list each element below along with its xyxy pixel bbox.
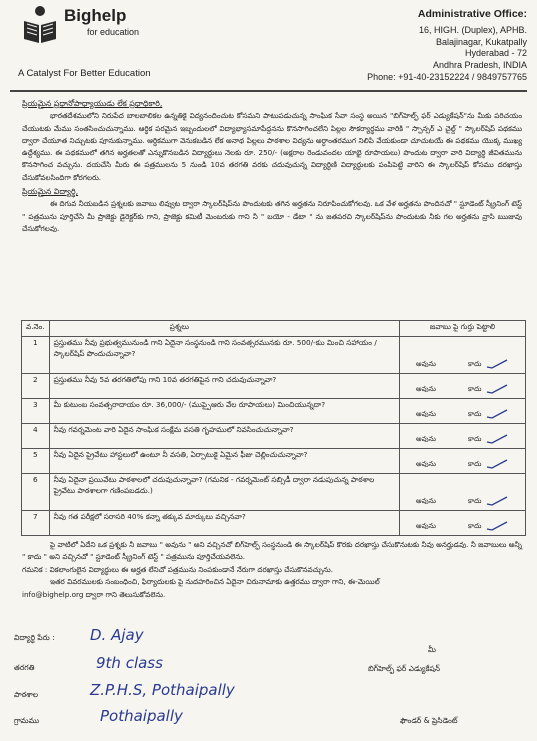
question-number: 1 <box>22 337 50 374</box>
closing-mee: మీ <box>428 645 436 654</box>
office-title: Administrative Office: <box>417 8 527 20</box>
student-name-label: విద్యార్థి పేరు : <box>14 633 55 642</box>
question-text: ప్రస్తుతము నీవు ప్రభుత్వమునుండి గాని ఏదైనా సంస్థనుండి గాని సంవత్సరమునకు రూ. 500/-కుు మించి సహాయం / స్కాలర్‌షిప్ పొందుచున్నావా? <box>49 337 399 374</box>
office-line: Hyderabad - 72 <box>464 48 527 59</box>
table-row <box>22 424 526 449</box>
question-text: నీవు గవర్నమెంట వారి ఏదైన సాంఘిక సంక్షేమ వసతి గృహములో నివసించుచున్నావా? <box>49 424 399 449</box>
instructions-paragraph: ఈ దిగువ నీయబడిన ప్రశ్నలకు జవాబు లివ్వుట ద్వారా స్కాలర్‌షిప్‌ను పొందుటకు తగిన అర్హతను నిరూపించుకోగలవు. ఒక వేళ అర్హతను పొందినచో " స్టూడెంట్ స్క్రీనింగ్ టెస్ట్ " పత్రమును పూర్తిచేసి మీ ప్రాజెక్టు డైరెక్టర్‌కు గాని, ప్రాజెక్టు కమిటీ మెంబరుకు గాని నీ " బయో - డేటా " ను జతపరచి స్కాలర్‌షిప్‌ను పొందుటకు నీకు గల అర్హతను వ్రాసి ఋజువు చేసుకోగలవు. <box>22 199 522 233</box>
office-phone: Phone: +91-40-23152224 / 9849757765 <box>367 71 527 82</box>
answer-no[interactable]: కాదు <box>468 435 482 443</box>
answer-yes[interactable]: అవును <box>416 497 436 505</box>
column-header-questions: ప్రశ్నలు <box>49 321 399 337</box>
after-table-text <box>22 539 522 601</box>
contact-paragraph: ఇతర వివరములకు సంబంధించి, ఫిర్యాదులకు పై నుదహరించిన ఏదైనా చిరునామాకు ఉత్తరము ద్వారా గాని, ఈ-మెయిల్ <box>50 577 380 587</box>
ineligibility-paragraph: పై వాటిలో ఏదేని ఒక ప్రశ్నకు నీ జవాబు " అవును " అని వచ్చినచో బిగ్‌హెల్ఫ్ సంస్థనుండి ఈ స్కాలర్‌షిప్ కొరకు దరఖాస్తు చేసుకొనుటకు నీవు అనర్హుడవు. నీ జవాబులు అన్నీ " కాదు " అని వచ్చినచో " స్టూడెంట్ స్క్రీనింగ్ టెస్ట్ " పత్రమును పూర్తిచేయవలెను. <box>22 540 522 562</box>
eligibility-table <box>21 320 526 536</box>
question-number: 5 <box>22 449 50 474</box>
answer-yes[interactable]: అవును <box>416 385 436 393</box>
school-label: పాఠశాల <box>14 690 39 699</box>
answer-no[interactable]: కాదు <box>468 460 482 468</box>
book-person-logo-icon <box>22 5 58 45</box>
table-row <box>22 511 526 536</box>
header-divider <box>10 90 527 92</box>
table-row <box>22 399 526 424</box>
answer-no[interactable]: కాదు <box>468 497 482 505</box>
checkmark-icon <box>486 521 508 531</box>
brand-subtitle: for education <box>87 27 140 37</box>
answer-no[interactable]: కాదు <box>468 360 482 368</box>
answer-no[interactable]: కాదు <box>468 385 482 393</box>
letter-body <box>22 98 522 235</box>
office-line: Balajinagar, Kukatpally <box>435 36 527 47</box>
village-label: గ్రామము <box>14 716 40 725</box>
checkmark-icon <box>486 359 508 369</box>
checkmark-icon <box>486 459 508 469</box>
brand-name: Bighelp <box>64 6 127 25</box>
table-row <box>22 374 526 399</box>
answer-no[interactable]: కాదు <box>468 522 482 530</box>
signature-organization: బిగ్‌హెల్ఫ్ ఫర్ ఎడ్యుకేషన్ <box>368 664 441 673</box>
answer-cell <box>400 374 526 399</box>
office-line: 16, HIGH. (Duplex), APHB. <box>418 24 527 35</box>
question-text: ప్రస్తుతము నీవు 5వ తరగతిలోపు గాని 10వ తరగతిపైన గాని చదువుచున్నావా? <box>49 374 399 399</box>
question-number: 3 <box>22 399 50 424</box>
checkmark-icon <box>486 384 508 394</box>
answer-yes[interactable]: అవును <box>416 360 436 368</box>
answer-cell <box>400 449 526 474</box>
question-number: 2 <box>22 374 50 399</box>
checkmark-icon <box>486 496 508 506</box>
signature-title: ఫౌండర్ & ప్రెసిడెంట్ <box>400 716 458 725</box>
school-value[interactable]: Z.P.H.S, Pothaipally <box>90 681 235 699</box>
answer-yes[interactable]: అవును <box>416 410 436 418</box>
answer-cell <box>400 399 526 424</box>
question-text: మీ కుటుంబ సంవత్సరాదాయం రూ. 36,000/- (ముప్పైఆరు వేల రూపాయలు) మించియున్నదా? <box>49 399 399 424</box>
question-text: నీవు గత పరీక్షలో సరాసరి 40% కన్నా తక్కువ మార్కులు వచ్చినవా? <box>49 511 399 536</box>
answer-cell <box>400 474 526 511</box>
table-row <box>22 474 526 511</box>
village-value[interactable]: Pothaipally <box>100 707 183 725</box>
question-number: 4 <box>22 424 50 449</box>
answer-yes[interactable]: అవును <box>416 435 436 443</box>
question-text: నీవు ఏదైన ప్రైవేటు హాస్టలులో ఉంటూ నీ వసతి, ఏర్పాటుకై ఏమైన ఫీజు చెల్లించుచున్నావా? <box>49 449 399 474</box>
office-line: Andhra Pradesh, INDIA <box>432 60 527 71</box>
checkmark-icon <box>486 409 508 419</box>
answer-yes[interactable]: అవును <box>416 522 436 530</box>
answer-yes[interactable]: అవును <box>416 460 436 468</box>
class-label: తరగతి <box>14 663 35 672</box>
answer-cell <box>400 424 526 449</box>
question-number: 6 <box>22 474 50 511</box>
question-number: 7 <box>22 511 50 536</box>
class-value[interactable]: 9th class <box>96 654 163 672</box>
question-text: నీవు ఏదైనా ప్రయివేటు పాఠశాలలో చదువుచున్నావా? (గమనిక - గవర్నమెంట్ సబ్సిడీ ద్వారా నడుపుచున్న పాఠశాల ప్రైవేటు పాఠశాలగా గణింపబడదు.) <box>49 474 399 511</box>
salutation-student: ప్రియమైన విద్యార్థి, <box>22 187 79 197</box>
contact-email-line: info@bighelp.org ద్వారా గాని తెలుసుకోవలెను. <box>22 589 166 599</box>
checkmark-icon <box>486 434 508 444</box>
table-header-row <box>22 321 526 337</box>
intro-paragraph: భారతదేశములోని నిరుపేద బాలబాలికల ఉన్నతికై విద్యనందించుట కోసమని పాటుపడుచున్న సాంఘిక సేవా సంస్థ అయిన "బిగ్‌హెల్ఫ్ ఫర్ ఎడ్యుకేషన్"ను మీకు పరిచయం చేయుటకు మేము సంతసించుచున్నాము. ఆర్థిక పరమైన ఇబ్బందులలో విద్యాభ్యాసమాపేద్దనను కొనసాగించలేని పిల్లల సౌకర్యార్థము వారికి " స్పాన్సర్ ఎ చైల్డ్ " స్కాలర్‌షిప్ పథకము ద్వారా చేయూత నిచ్చుటకు పూనుకున్నాము. ఆర్థికముగా వెనుకబడిన లేక అనాథ పిల్లలు పాఠశాల విద్యను అర్ధాంతరముగ నిలిపి వేయకుండా చూచుటయే ఈ పథకము యొక్క ముఖ్య ఉద్దేశ్యము. ఈ పథకములో తగిన అర్హతలతో ఎన్నుకొనబడిన విద్యార్థులు నెలకు రూ. 250/- (అక్షరాల రెండువందల యాభై రూపాయలు) పొందుట ద్వారా వారి విద్యార్థి జీవితమును కొనసాగించ వచ్చును. దయచేసి మీరు ఈ పత్రములను 5 నుండి 10వ తరగతి వరకు చదువుచున్న విద్యార్థిణి విద్యార్థులకు పంపిపెట్టి వారిని ఈ స్కాలర్‌షిప్ కోసము దరఖాస్తు చేసుకోవలసిందిగా కోరగలరు. <box>22 111 522 182</box>
answer-no[interactable]: కాదు <box>468 410 482 418</box>
column-header-number: వ.నెం. <box>22 321 50 337</box>
student-name-value[interactable]: D. Ajay <box>90 626 144 644</box>
salutation-headmaster: ప్రియమైన ప్రధానోపాధ్యాయుడు లేక ప్రధాధికారి, <box>22 99 163 108</box>
tagline: A Catalyst For Better Education <box>18 68 151 79</box>
answer-cell <box>400 337 526 374</box>
office-address <box>367 9 527 84</box>
table-row <box>22 449 526 474</box>
answer-cell <box>400 511 526 536</box>
note-paragraph: గమనిక : వికలాంగులైన విద్యార్థులు ఈ అర్హత లేనిచో పత్రమును నింపకుండానే నేరుగా దరఖాస్తు చేసుకొనవచ్చును. <box>22 564 333 574</box>
table-row <box>22 337 526 374</box>
column-header-answer: జవాబు పై గుర్తు పెట్టాలి <box>400 321 526 337</box>
